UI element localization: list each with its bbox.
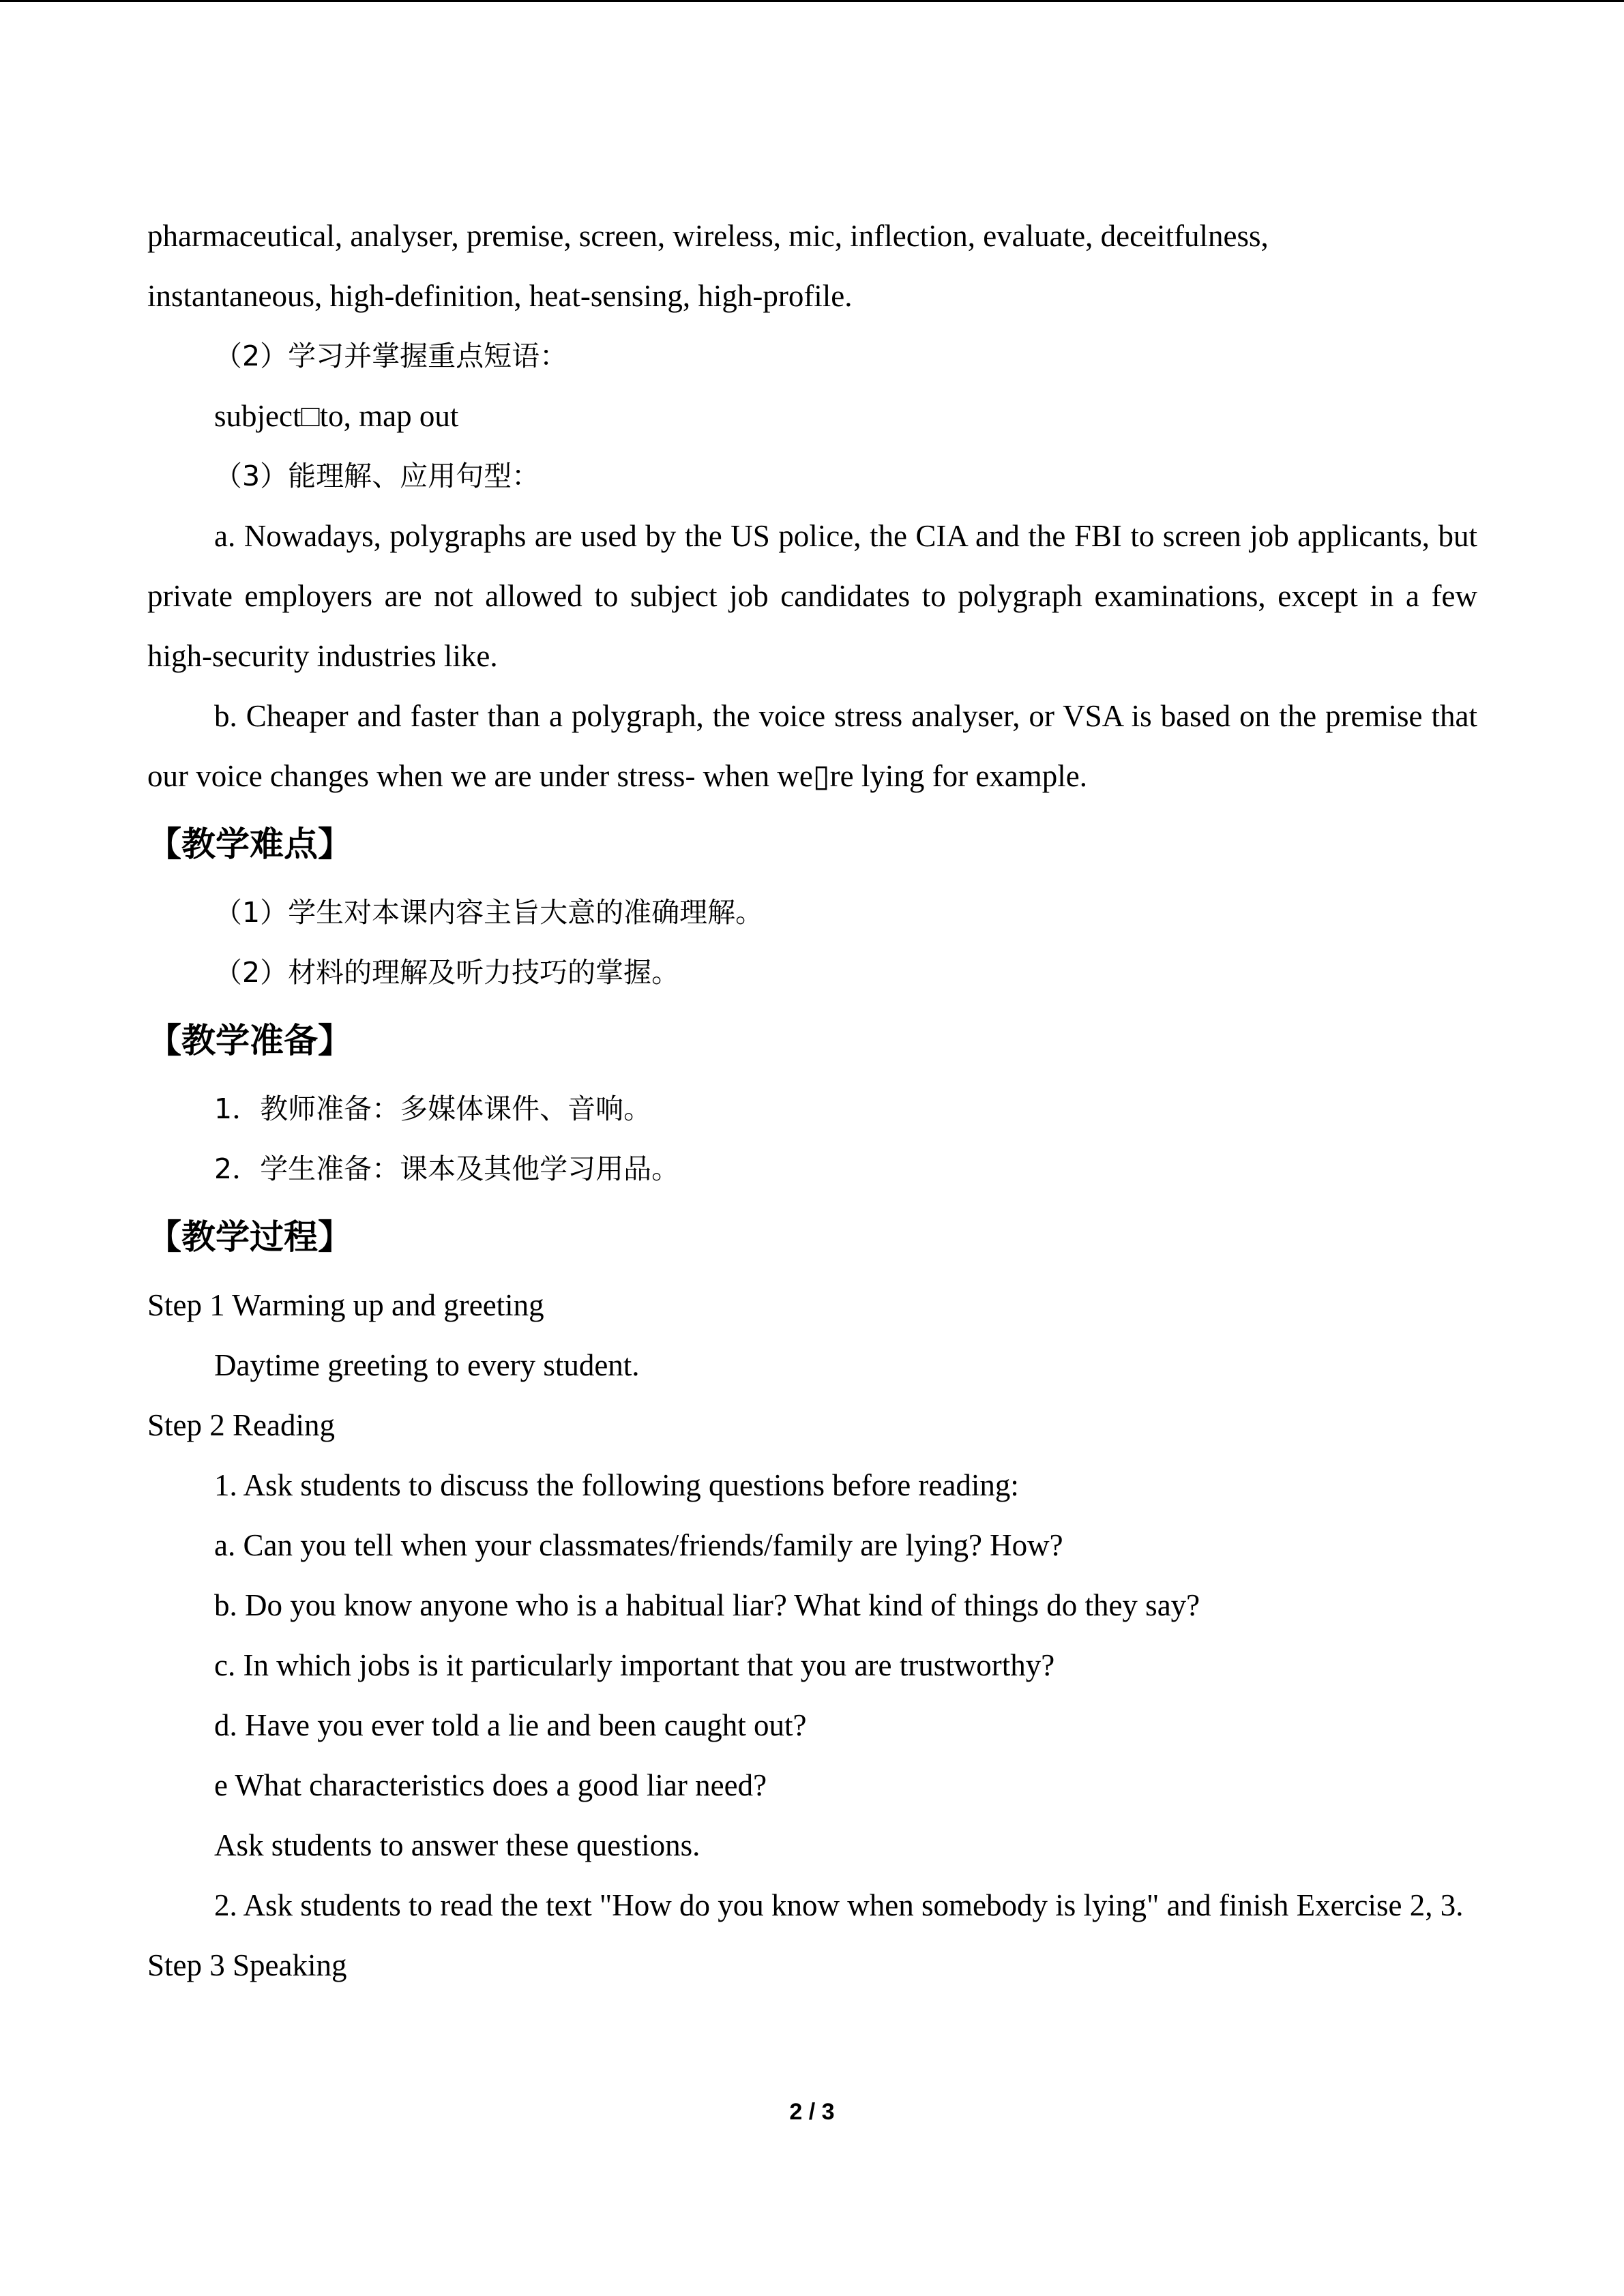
sentence-a: a. Nowadays, polygraphs are used by the US police, the CIA and the FBI to screen job applicants, but private employers are not allowed to subject job candidates to polygraph examinations, except in a few high-security industries like. (147, 519, 1477, 673)
step-3-title: Step 3 Speaking (147, 1948, 347, 1982)
step-2-item: 1. Ask students to discuss the following questions before reading: (214, 1468, 1019, 1502)
process-heading: 【教学过程】 (147, 1217, 352, 1257)
vocabulary-line-1: pharmaceutical, analyser, premise, screen, wireless, mic, inflection, evaluate, deceitfulness, (147, 219, 1269, 253)
difficulty-item: （2）材料的理解及听力技巧的掌握。 (214, 956, 680, 989)
step-1-text: Daytime greeting to every student. (214, 1348, 640, 1382)
vocabulary-line-2: instantaneous, high-definition, heat-sensing, high-profile. (147, 279, 853, 313)
difficulty-item: （1）学生对本课内容主旨大意的准确理解。 (214, 896, 764, 929)
step-2-item: a. Can you tell when your classmates/friends/family are lying? How? (214, 1528, 1063, 1562)
step-2-item: e What characteristics does a good liar need? (214, 1768, 767, 1802)
preparation-heading: 【教学准备】 (147, 1021, 352, 1060)
key-phrases: subject□to, map out (214, 399, 459, 433)
step-2-item: Ask students to answer these questions. (214, 1828, 700, 1862)
sentence-b: b. Cheaper and faster than a polygraph, the voice stress analyser, or VSA is based on the premise that our voice changes when we are under stress- when we▯re lying for example. (147, 699, 1477, 793)
page-top-border (0, 0, 1624, 2)
difficulties-heading: 【教学难点】 (147, 824, 352, 864)
step-2-title: Step 2 Reading (147, 1408, 335, 1442)
page-number: 2 / 3 (789, 2099, 835, 2125)
step-2-item: b. Do you know anyone who is a habitual liar? What kind of things do they say? (214, 1588, 1200, 1622)
preparation-item: 1．教师准备：多媒体课件、音响。 (214, 1092, 652, 1125)
step-2-item: d. Have you ever told a lie and been caught out? (214, 1708, 807, 1742)
step-2-item-2: 2. Ask students to read the text "How do you know when somebody is lying" and finish Exercise 2, 3. (214, 1888, 1464, 1922)
sentences-label: （3）能理解、应用句型： (214, 460, 540, 492)
preparation-item: 2．学生准备：课本及其他学习用品。 (214, 1152, 680, 1185)
phrases-label: （2）学习并掌握重点短语： (214, 340, 568, 372)
step-1-title: Step 1 Warming up and greeting (147, 1288, 544, 1322)
document-body (147, 206, 1477, 1995)
step-2-item: c. In which jobs is it particularly important that you are trustworthy? (214, 1648, 1055, 1682)
